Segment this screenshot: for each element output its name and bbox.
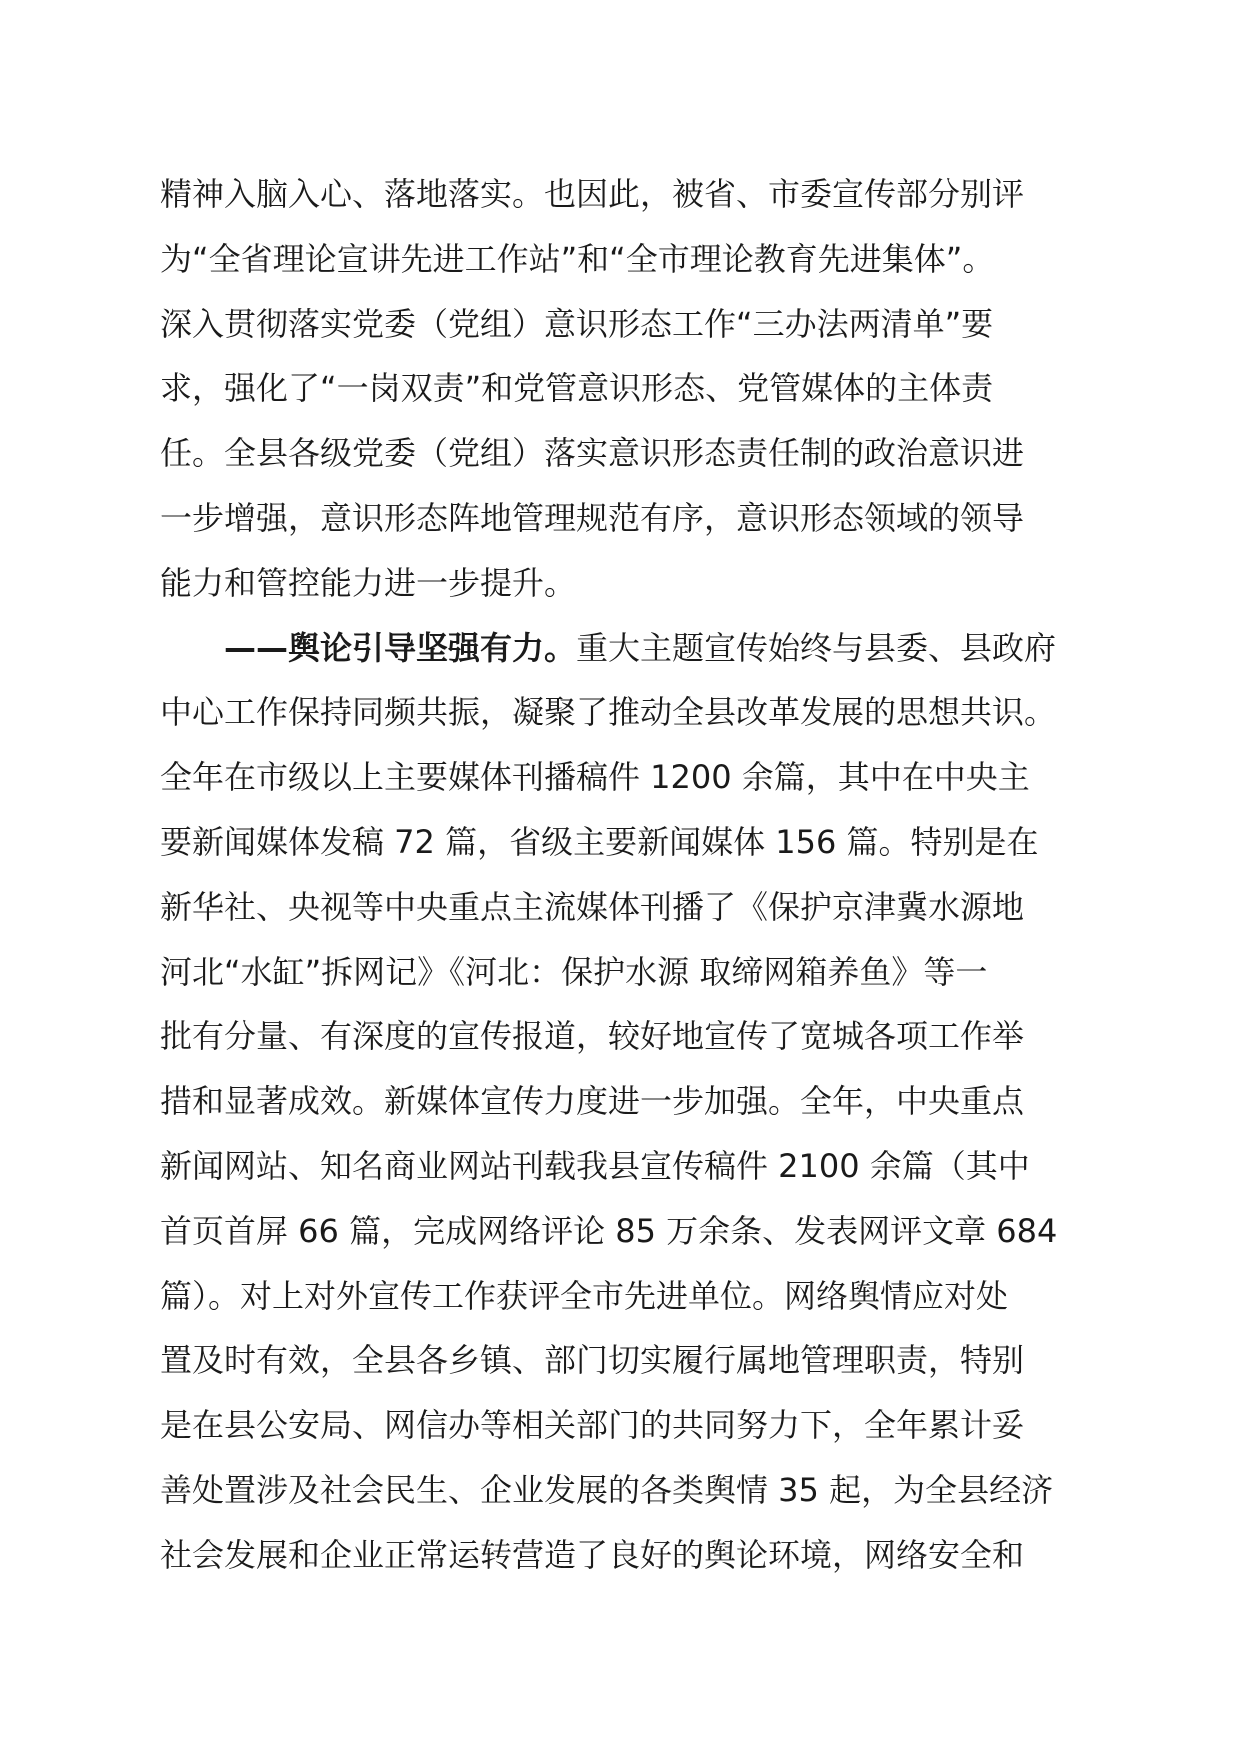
section-heading: ——舆论引导坚强有力。 — [224, 628, 577, 667]
text-line: 首页首屏 66 篇，完成网络评论 85 万余条、发表网评文章 684 — [160, 1211, 1058, 1250]
text-line: 批有分量、有深度的宣传报道，较好地宣传了宽城各项工作举 — [160, 1017, 1025, 1056]
text-line: 善处置涉及社会民生、企业发展的各类舆情 35 起，为全县经济 — [160, 1470, 1054, 1509]
text-line: 一步增强，意识形态阵地管理规范有序，意识形态领域的领导 — [160, 498, 1025, 537]
text-line: 是在县公安局、网信办等相关部门的共同努力下，全年累计妥 — [160, 1406, 1025, 1445]
text-line: 新闻网站、知名商业网站刊载我县宣传稿件 2100 余篇（其中 — [160, 1146, 1030, 1185]
paragraph-first-line — [160, 616, 1100, 681]
paragraph-public-opinion — [160, 616, 1100, 1588]
heading-line-text: 重大主题宣传始终与县委、县政府 — [576, 628, 1057, 667]
text-line: 全年在市级以上主要媒体刊播稿件 1200 余篇，其中在中央主 — [160, 758, 1030, 797]
text-line: 新华社、央视等中央重点主流媒体刊播了《保护京津冀水源地 — [160, 887, 1025, 926]
text-line: 中心工作保持同频共振，凝聚了推动全县改革发展的思想共识。 — [160, 693, 1057, 732]
text-line: 精神入脑入心、落地落实。也因此，被省、市委宣传部分别评 — [160, 175, 1025, 213]
text-line: 置及时有效，全县各乡镇、部门切实履行属地管理职责，特别 — [160, 1341, 1025, 1380]
text-line: 措和显著成效。新媒体宣传力度进一步加强。全年，中央重点 — [160, 1082, 1025, 1121]
paragraph-ideology — [160, 162, 1100, 616]
text-line: 为“全省理论宣讲先进工作站”和“全市理论教育先进集体”。 — [160, 239, 995, 278]
text-line: 能力和管控能力进一步提升。 — [160, 563, 577, 602]
text-line: 求，强化了“一岗双责”和党管意识形态、党管媒体的主体责 — [160, 369, 994, 408]
text-line: 深入贯彻落实党委（党组）意识形态工作“三办法两清单”要 — [160, 304, 994, 343]
document-body — [160, 162, 1100, 1588]
text-line: 任。全县各级党委（党组）落实意识形态责任制的政治意识进 — [160, 434, 1025, 473]
text-line: 要新闻媒体发稿 72 篇，省级主要新闻媒体 156 篇。特别是在 — [160, 822, 1039, 861]
text-line: 篇）。对上对外宣传工作获评全市先进单位。网络舆情应对处 — [160, 1276, 1009, 1315]
text-line: 社会发展和企业正常运转营造了良好的舆论环境，网络安全和 — [160, 1535, 1025, 1574]
text-line: 河北“水缸”拆网记》《河北：保护水源 取缔网箱养鱼》等一 — [160, 952, 988, 991]
